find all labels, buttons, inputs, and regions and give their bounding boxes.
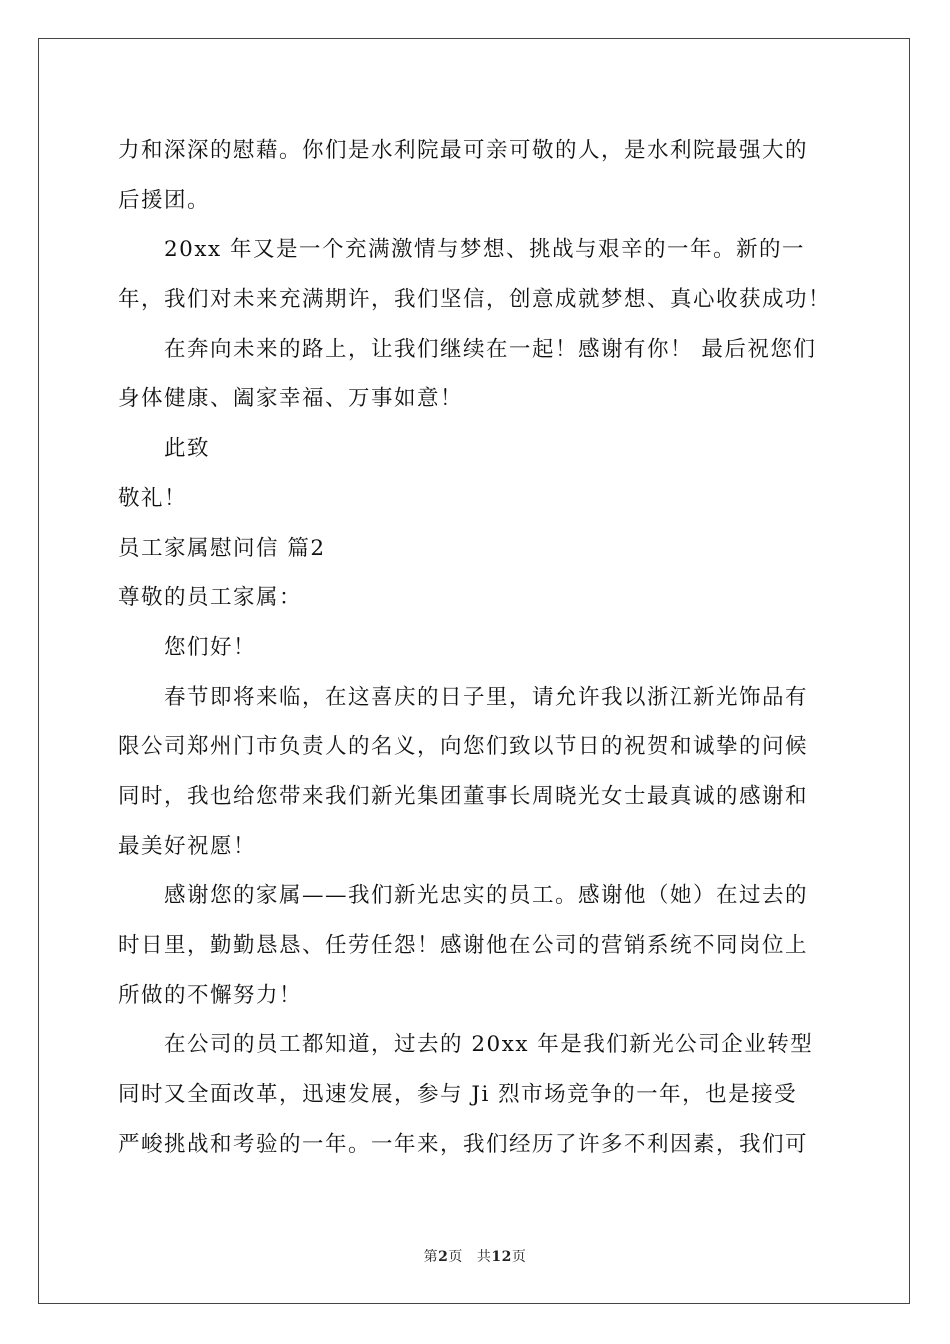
footer-page-current: 2: [438, 1249, 449, 1265]
text-line: 尊敬的员工家属：: [118, 585, 303, 611]
page-footer: [0, 1246, 950, 1266]
text-line: 春节即将来临，在这喜庆的日子里，请允许我以浙江新光饰品有: [164, 684, 809, 710]
footer-total-suffix: 页: [511, 1249, 527, 1265]
footer-total-prefix: 共: [476, 1249, 492, 1265]
text-line: 感谢您的家属——我们新光忠实的员工。感谢他（她）在过去的: [164, 883, 809, 909]
text-line: 后援团。: [118, 187, 211, 213]
footer-page-suffix: 页: [448, 1249, 463, 1265]
text-line: 敬礼！: [118, 485, 188, 511]
document-body: [118, 126, 838, 1169]
text-line: 限公司郑州门市负责人的名义，向您们致以节日的祝贺和诚挚的问候: [118, 734, 809, 760]
text-line: 员工家属慰问信 篇2: [118, 535, 326, 561]
text-line: 严峻挑战和考验的一年。一年来，我们经历了许多不利因素，我们可: [118, 1131, 809, 1157]
text-line: 年，我们对未来充满期许，我们坚信，创意成就梦想、真心收获成功！: [118, 287, 832, 313]
text-line: 您们好！: [164, 634, 257, 660]
text-line: 身体健康、阖家幸福、万事如意！: [118, 386, 464, 412]
text-line: 同时，我也给您带来我们新光集团董事长周晓光女士最真诚的感谢和: [118, 783, 809, 809]
text-line: 最美好祝愿！: [118, 833, 257, 859]
text-line: 力和深深的慰藉。你们是水利院最可亲可敬的人，是水利院最强大的: [118, 138, 809, 163]
text-line: 同时又全面改革，迅速发展，参与 Ji 烈市场竞争的一年，也是接受: [118, 1082, 798, 1108]
footer-page-prefix: 第: [423, 1249, 439, 1265]
text-line: 在公司的员工都知道，过去的 20xx 年是我们新光公司企业转型: [164, 1032, 814, 1058]
footer-page-total: 12: [491, 1249, 512, 1265]
text-line: 时日里，勤勤恳恳、任劳任怨！感谢他在公司的营销系统不同岗位上: [118, 933, 809, 958]
text-line: 此致: [164, 436, 211, 462]
text-line: 所做的不懈努力！: [118, 982, 303, 1008]
text-line: 在奔向未来的路上，让我们继续在一起！感谢有你！ 最后祝您们: [164, 336, 817, 362]
text-line: 20xx 年又是一个充满激情与梦想、挑战与艰辛的一年。新的一: [164, 237, 805, 263]
